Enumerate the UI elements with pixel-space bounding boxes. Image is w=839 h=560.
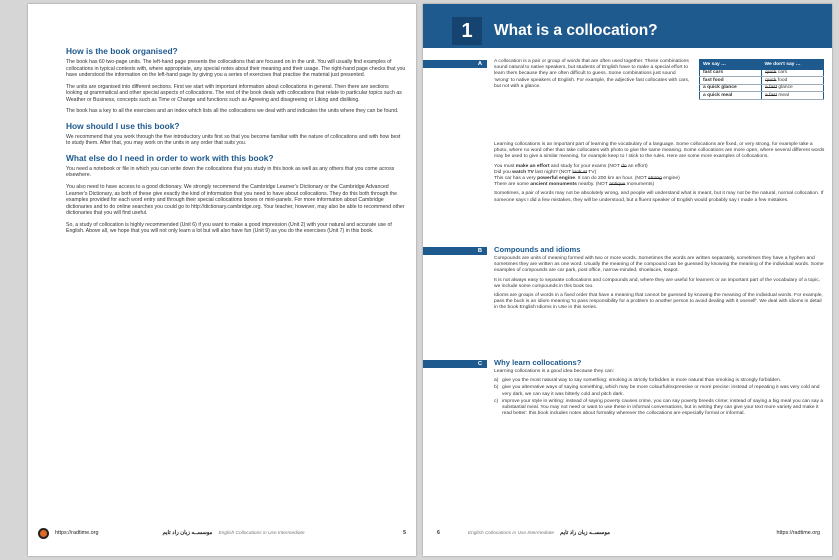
section-a-para2: Learning collocations is an important part of learning the vocabulary of a language. Some collocations are fixed, or very strong, for example take a photo, where no word other than take collocates with photo to give the same meaning. Some collocations are more open, where several different words may be used to give a similar meaning, for example keep to / stick to the rules. Here are some more examples of collocations. — [494, 142, 825, 160]
heading-what-else: What else do I need in order to work with this book? — [66, 152, 274, 163]
paragraph: The units are organised into different sections. First we start with important information about collocations in general. Then there are sections looking at grammatical and other special aspects of collocations. The rest of the book deals with collocations that relate to particular topics such as Weather or Business, concepts such as Time or Change and functions such as Agreeing and disagreeing or Liking and disliking. — [66, 83, 402, 103]
section-c-intro: Learning collocations is a good idea because they can: — [494, 369, 614, 374]
left-page-footer — [38, 527, 406, 539]
radtime-logo-icon — [38, 528, 49, 539]
section-b — [494, 245, 826, 315]
section-a-para3: Sometimes, a pair of words may not be absolutely wrong, and people will understand what is meant, but it may not be the natural, normal collocation. If someone says I did a few mistakes, they will be understood, but a fluent speaker of English would probably say I made a few mistakes. — [494, 191, 824, 203]
section-b-heading: Compounds and idioms — [494, 245, 581, 254]
table-row: a quick meal a fast meal — [700, 92, 824, 100]
footer-url[interactable]: https://radtime.org — [776, 530, 820, 536]
paragraph: You need a notebook or file in which you can write down the collocations that you study in this book as well as any others that you come across elsewhere. — [66, 165, 395, 179]
heading-how-use: How should I use this book? — [66, 120, 180, 131]
example-line: Did you watch TV last night? (NOT look at TV) — [494, 169, 597, 175]
left-page-body — [66, 46, 406, 240]
section-b-para1: Compounds are units of meaning formed with two or more words. Sometimes the words are written separately, sometimes they have a hyphen and sometimes they are written as one word. Usually the meaning of the compound can be guessed by knowing the meaning of the individual words. Some examples of compounds are car park, post office, narrow-minded, shoelaces, teapot. — [494, 256, 824, 274]
heading-organised: How is the book organised? — [66, 46, 178, 56]
paragraph: So, a study of collocation is highly recommended (Unit 6) if you want to make a good impression (Unit 2) with your natural and accurate use of English. Above all, we hope that you will not only learn a lot but will also have fun (Unit 9) as you do the exercises (Unit 7) in this book. — [66, 221, 392, 235]
left-page — [28, 4, 416, 556]
table-row: fast food quick food — [700, 77, 824, 85]
footer-book-title: English Collocations in Use Intermediate — [467, 530, 555, 536]
example-line: You must make an effort and study for your exams (NOT do an effort) — [494, 163, 648, 169]
footer-url[interactable]: https://radtime.org — [55, 530, 99, 536]
unit-header — [423, 4, 832, 48]
example-list — [494, 164, 826, 189]
list-item: a) give you the most natural way to say something: smoking is strictly forbidden is more natural than smoking is strongly forbidden. — [494, 378, 782, 384]
right-page — [423, 4, 832, 556]
footer-persian-brand: موسســه زبان راد تایم — [162, 530, 213, 536]
section-b-para2: It is not always easy to separate collocations and compounds and, where they are useful for learners or an important part of the vocabulary of a topic, we include some compounds in this book too. — [494, 277, 821, 289]
paragraph: You also need to have access to a good dictionary. We strongly recommend the Cambridge Learner's Dictionary or the Cambridge Advanced Learner's Dictionary, as both of these give exactly the kind of information that you need to have about collocations. They do this both through the examples provided for each word entry and through their special collocations boxes or mini-panels. For more information about Cambridge dictionaries and to do online searches you could go to http://dictionary.cambridge.org. Your teacher, however, may also be able to recommend other dictionaries that you will find useful. — [66, 184, 405, 217]
paragraph: We recommend that you work through the five introductory units first so that you become familiar with the nature of collocations and with how best to study them. After that, you may work on the units in any order that suits you. — [66, 133, 401, 147]
section-a — [494, 59, 826, 207]
page-number: 6 — [437, 530, 440, 536]
example-line: This car has a very powerful engine. It can do 200 km an hour. (NOT strong engine) — [494, 176, 680, 182]
footer-book-title: English Collocations in Use Intermediate — [218, 530, 305, 536]
table-row: fast cars quick cars — [700, 70, 824, 77]
example-line: There are some ancient monuments nearby. (NOT antique monuments) — [494, 182, 655, 188]
section-b-marker: B — [423, 247, 487, 255]
section-c — [494, 358, 826, 418]
section-how-use — [66, 121, 406, 147]
paragraph: The book has a key to all the exercises and an index which lists all the collocations we deal with and indicates the units where they can be found. — [66, 108, 399, 115]
section-a-marker: A — [423, 60, 487, 68]
paragraph: The book has 60 two-page units. The left-hand page presents the collocations that are focused on in the unit. You will usually find examples of collocations in typical contexts with, where appropriate, any special notes about their meaning and their usage. The right-hand page checks that you have understood the information on the left-hand page by giving you a series of exercises that practise the material just presented. — [66, 59, 406, 79]
footer-persian-brand: موسســه زبان راد تایم — [560, 530, 610, 536]
section-c-heading: Why learn collocations? — [494, 358, 582, 367]
page-number: 5 — [403, 530, 406, 536]
right-page-footer — [437, 527, 820, 539]
unit-title: What is a collocation? — [494, 22, 658, 39]
list-item: c) improve your style in writing: instead of saying poverty causes crime, you can say poverty breeds crime; instead of saying a big meal you can say a substantial meal. You may not need or want to use these in informal conversations, but in writing they can give your text more variety and make it read better: this book includes notes about formality wherever the collocations are especially formal or informal. — [494, 398, 824, 417]
section-a-intro: A collocation is a pair or group of words that are often used together. These combinations sound natural to native speakers, but students of English have to make a special effort to learn them because they are often difficult to guess. Some combinations just sound 'wrong' to native speakers of English. For example, the adjective fast collocates with cars, but not with a glance. — [494, 59, 690, 89]
collocation-table — [699, 59, 824, 100]
unit-number: 1 — [452, 17, 482, 45]
section-b-para3: Idioms are groups of words in a fixed order that have a meaning that cannot be guessed by knowing the meaning of the individual words. For example, pass the buck is an idiom meaning 'to pass responsibility for a problem to another person to avoid dealing with it oneself'. We deal with idioms in detail in the book English Idioms in Use in this series. — [494, 293, 823, 311]
section-organised — [66, 46, 406, 115]
section-what-else — [66, 153, 406, 235]
table-row: a quick glance a fast glance — [700, 84, 824, 92]
section-c-marker: C — [423, 360, 487, 368]
table-header-say: We say … — [700, 60, 762, 70]
list-item: b) give you alternative ways of saying something, which may be more colourful/expressive or more precise: instead of repeating it was very cold and very dark, we can say it was bitterly cold and pitch dark. — [494, 385, 820, 397]
table-header-dont-say: We don't say … — [762, 60, 824, 70]
